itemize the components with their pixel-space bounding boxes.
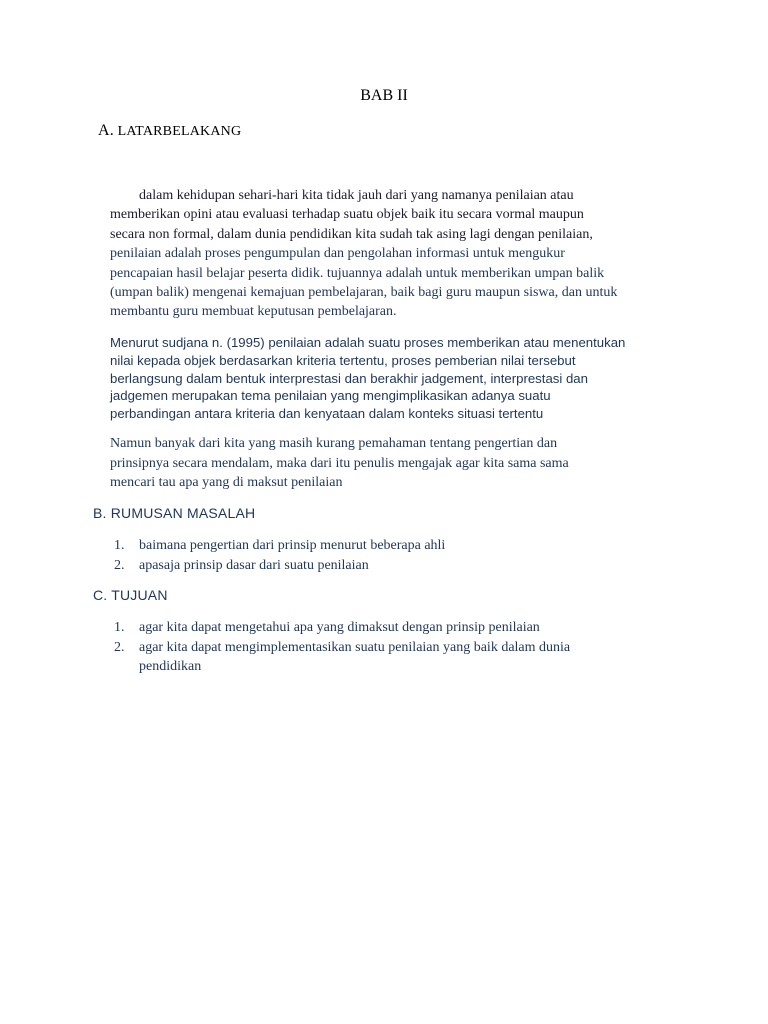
problem-list: [114, 536, 674, 575]
paragraph-line: mencari tau apa yang di maksut penilaian: [110, 475, 343, 491]
paragraph-line: perbandingan antara kriteria dan kenyataan dalam konteks situasi tertentu: [110, 406, 544, 422]
list-item-text: agar kita dapat mengetahui apa yang dimaksut dengan prinsip penilaian: [139, 620, 540, 635]
list-item: [114, 638, 674, 677]
paragraph-line: secara non formal, dalam dunia pendidikan kita sudah tak asing lagi dengan penilaian,: [110, 226, 593, 242]
list-item-text: baimana pengertian dari prinsip menurut beberapa ahli: [139, 538, 446, 553]
section-a-label: LATARBELAKANG: [117, 124, 242, 139]
paragraph-line: dalam kehidupan sehari-hari kita tidak jauh dari yang namanya penilaian atau: [139, 188, 574, 203]
list-number: 2.: [114, 557, 125, 573]
list-item: [114, 536, 674, 556]
paragraph-line: prinsipnya secara mendalam, maka dari itu penulis mengajak agar kita sama sama: [110, 455, 569, 471]
paragraph-line: Menurut sudjana n. (1995) penilaian adalah suatu proses memberikan atau menentukan: [110, 335, 626, 350]
chapter-title: BAB II: [360, 87, 408, 104]
list-number: 1.: [114, 620, 125, 635]
motivation-paragraph: [110, 434, 680, 493]
definition-paragraph: [110, 334, 680, 423]
section-a-heading: [98, 122, 241, 140]
list-item-text: apasaja prinsip dasar dari suatu penilaian: [139, 557, 369, 573]
list-item-text: pendidikan: [139, 659, 202, 675]
section-a-letter: A.: [98, 122, 114, 139]
paragraph-line: jadgemen merupakan tema penilaian yang mengimplikasikan adanya suatu: [110, 388, 551, 404]
paragraph-line: penilaian adalah proses pengumpulan dan pengolahan informasi untuk mengukur: [110, 246, 565, 262]
paragraph-line: berlangsung dalam bentuk interprestasi dan berakhir jadgement, interprestasi dan: [110, 370, 588, 386]
paragraph-line: membantu guru membuat keputusan pembelajaran.: [110, 304, 397, 320]
list-item-text: agar kita dapat mengimplementasikan suatu penilaian yang baik dalam dunia: [139, 639, 571, 655]
section-c-heading: C. TUJUAN: [93, 587, 168, 603]
list-item: [114, 618, 674, 638]
paragraph-line: memberikan opini atau evaluasi terhadap suatu objek baik itu secara vormal maupun: [110, 207, 584, 223]
paragraph-line: pencapaian hasil belajar peserta didik. tujuannya adalah untuk memberikan umpan balik: [110, 265, 605, 281]
objective-list: [114, 618, 674, 677]
paragraph-line: Namun banyak dari kita yang masih kurang pemahaman tentang pengertian dan: [110, 436, 558, 451]
list-item: [114, 556, 674, 576]
list-number: 1.: [114, 538, 125, 553]
background-paragraph: [110, 186, 680, 322]
paragraph-line: nilai kepada objek berdasarkan kriteria tertentu, proses pemberian nilai tersebut: [110, 352, 576, 368]
section-b-heading: B. RUMUSAN MASALAH: [93, 505, 256, 521]
list-number: 2.: [114, 639, 125, 655]
paragraph-line: (umpan balik) mengenai kemajuan pembelajaran, baik bagi guru maupun siswa, dan untuk: [110, 285, 618, 301]
